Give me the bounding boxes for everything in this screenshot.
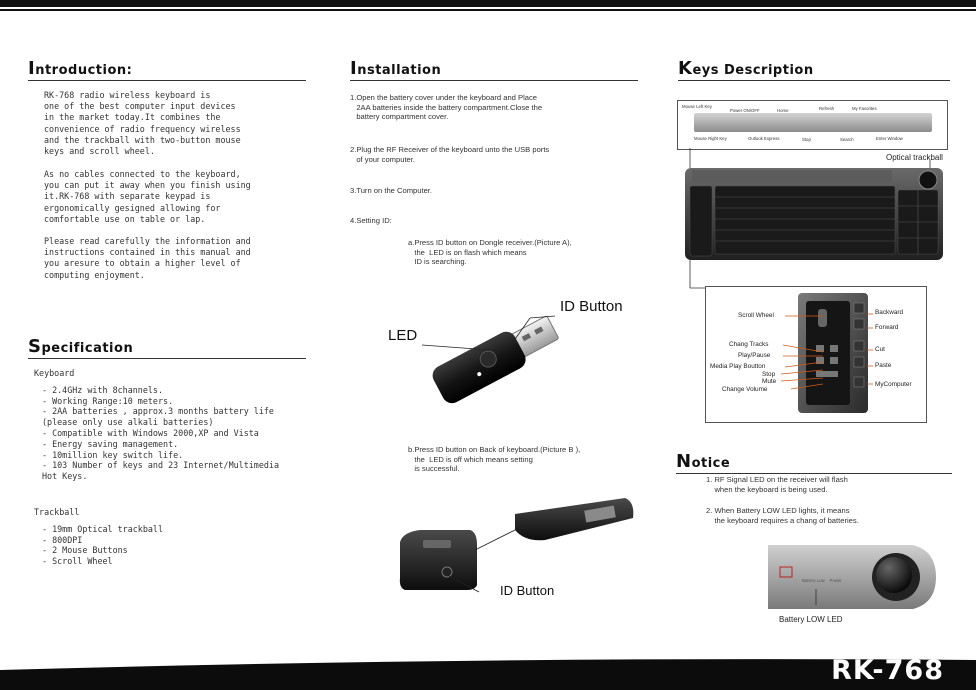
battery-panel-image xyxy=(768,543,938,613)
pad-label: Scroll Wheel xyxy=(738,312,774,319)
battery-low-led-label: Battery LOW LED xyxy=(779,615,843,624)
trackball-spec-group xyxy=(34,507,163,567)
spec-item: - 2 Mouse Buttons xyxy=(42,545,163,556)
dongle-led-label: LED xyxy=(388,327,418,344)
pad-label: Mute xyxy=(762,378,777,385)
hotkey-label: Outlook Express xyxy=(748,136,780,141)
spec-item: - 2.4GHz with 8channels. xyxy=(42,385,279,396)
introduction-paragraph-1: RK-768 radio wireless keyboard is one of the best computer input devices in the market today.It combines the convenience of radio frequency wireless and the trackball with two-button mouse keys and scroll wheel. xyxy=(44,90,241,157)
hotkey-label: Mouse Right Key xyxy=(694,136,727,141)
brand-logo-text: RK-768 xyxy=(831,655,944,686)
spec-item: - Compatible with Windows 2000,XP and Vista xyxy=(42,428,279,439)
hotkey-label: Power ON/OFF xyxy=(730,108,760,113)
top-rule-thin xyxy=(0,9,976,11)
pad-label: Cut xyxy=(875,346,885,353)
install-step-4b: b.Press ID button on Back of keyboard.(Picture B ), the LED is off which means setting is successful. xyxy=(408,445,581,473)
hotkey-label: Home xyxy=(777,108,789,113)
notice-heading: Notice xyxy=(676,451,952,474)
pad-label: Forward xyxy=(875,324,899,331)
hotkey-label: Refresh xyxy=(819,106,835,111)
keyboard-id-button-label: ID Button xyxy=(500,583,555,598)
pad-label: Paste xyxy=(875,362,892,369)
hotkey-label: My Favorites xyxy=(852,106,877,111)
spec-item: - 10million key switch life. xyxy=(42,450,279,461)
install-step-4: 4.Setting ID: xyxy=(350,216,392,225)
trackball-spec-title: Trackball xyxy=(34,507,80,517)
spec-item: - Scroll Wheel xyxy=(42,556,163,567)
optical-trackball-label: Optical trackball xyxy=(886,153,943,162)
spec-item: - Energy saving management. xyxy=(42,439,279,450)
pad-label: Backward xyxy=(875,309,904,316)
spec-item: - 800DPI xyxy=(42,535,163,546)
pad-label: Change Volume xyxy=(722,386,768,393)
hotkey-label: Enter Window xyxy=(876,136,903,141)
hotkey-label: Stop xyxy=(802,137,811,142)
introduction-paragraph-2: As no cables connected to the keyboard, you can put it away when you finish using it.RK-768 with separate keypad is ergonomically gesigned allowing for comfortable use on table or lap. xyxy=(44,169,251,224)
installation-heading: Installation xyxy=(350,58,638,81)
hotkey-strip-image xyxy=(694,113,932,132)
spec-item: - Working Range:10 meters. xyxy=(42,396,279,407)
notice-item-2: 2. When Battery LOW LED lights, it means the keyboard requires a chang of batteries. xyxy=(706,506,859,525)
spec-item: - 103 Number of keys and 23 Internet/Multimedia Hot Keys. xyxy=(42,460,279,482)
install-step-2: 2.Plug the RF Receiver of the keyboard unto the USB ports of your computer. xyxy=(350,145,550,164)
keys-description-heading: Keys Description xyxy=(678,58,950,81)
bottom-band xyxy=(0,656,976,690)
pad-label: Media Play Boutton xyxy=(710,363,766,370)
keyboard-spec-group xyxy=(34,368,279,482)
pad-label: Stop xyxy=(762,371,776,378)
spec-item: - 2AA batteries , approx.3 months battery life (please only use alkali batteries) xyxy=(42,406,279,428)
introduction-paragraph-3: Please read carefully the information and instructions contained in this manual and you aresure to obtain a higher level of computing enjoyment. xyxy=(44,236,251,280)
keyboard-spec-title: Keyboard xyxy=(34,368,75,378)
introduction-heading: Introduction: xyxy=(28,58,306,81)
battery-panel-text: Battery Low Power xyxy=(802,578,842,583)
top-rule-thick xyxy=(0,0,976,7)
hotkey-label: Search xyxy=(840,137,854,142)
spec-item: - 19mm Optical trackball xyxy=(42,524,163,535)
pad-label: Chang Tracks xyxy=(729,341,769,348)
notice-item-1: 1. RF Signal LED on the receiver will flash when the keyboard is being used. xyxy=(706,475,848,494)
pad-label: MyComputer xyxy=(875,381,912,388)
specification-heading: Specification xyxy=(28,336,306,359)
pad-label: Play/Pause xyxy=(738,352,771,359)
install-step-3: 3.Turn on the Computer. xyxy=(350,186,433,195)
hotkey-label: Mouse Left Key xyxy=(682,104,712,109)
dongle-id-button-label: ID Button xyxy=(560,298,623,315)
install-step-1: 1.Open the battery cover under the keyboard and Place 2AA batteries inside the battery compartment.Close the battery compartment cover. xyxy=(350,93,543,121)
install-step-4a: a.Press ID button on Dongle receiver.(Picture A), the LED is on flash which means ID is searching. xyxy=(408,238,572,266)
